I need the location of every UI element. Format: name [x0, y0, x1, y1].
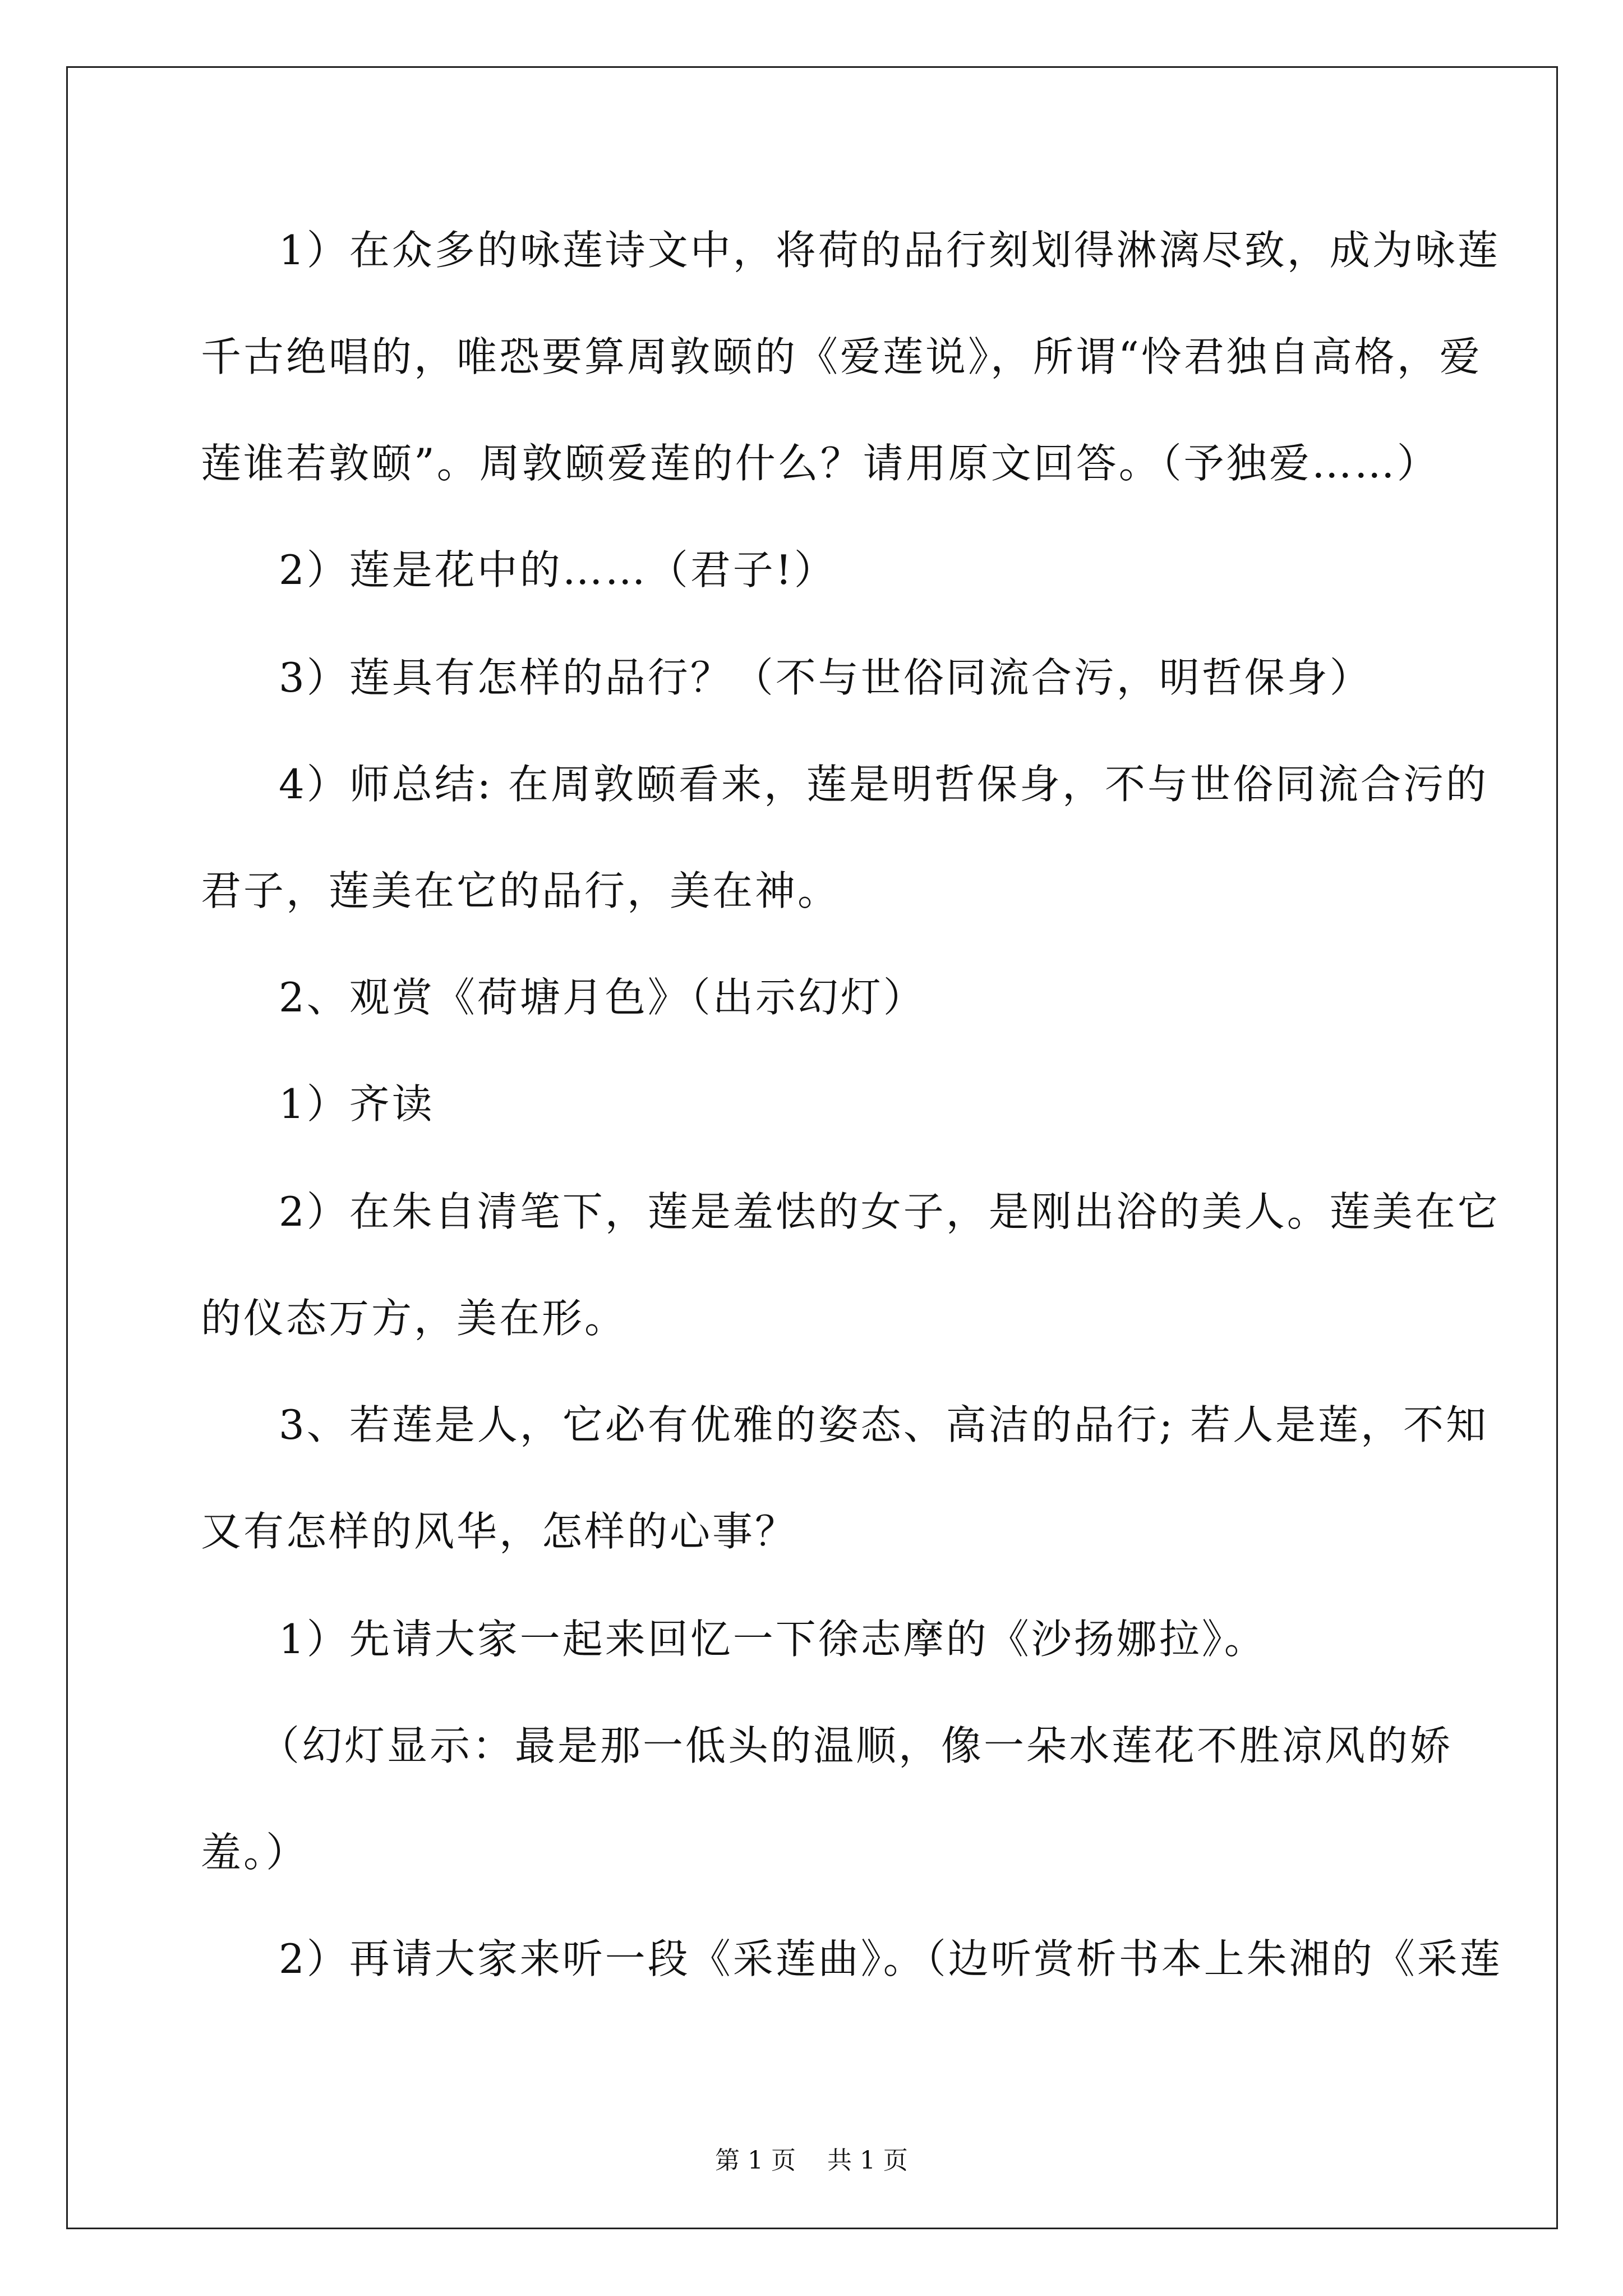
text-line-14: 1）先请大家一起来回忆一下徐志摩的《沙扬娜拉》。	[279, 1616, 1267, 1663]
text-line-8: 2、观赏《荷塘月色》（出示幻灯）	[279, 974, 926, 1021]
text-line-3: 莲谁若敦颐”。周敦颐爱莲的什么？请用原文回答。（予独爱……）	[201, 440, 1440, 487]
text-line-1: 1）在众多的咏莲诗文中，将荷的品行刻划得淋漓尽致，成为咏莲	[279, 227, 1500, 274]
text-line-12: 3、若莲是人，它必有优雅的姿态、高洁的品行; 若人是莲，不知	[279, 1401, 1488, 1448]
text-line-16: 羞。）	[201, 1829, 309, 1876]
text-line-6: 4）师总结: 在周敦颐看来，莲是明哲保身，不与世俗同流合污的	[279, 761, 1488, 808]
text-line-2: 千古绝唱的，唯恐要算周敦颐的《爱莲说》，所谓“怜君独自高格，爱	[201, 333, 1482, 380]
text-line-17: 2）再请大家来听一段《采莲曲》。（边听赏析书本上朱湘的《采莲	[279, 1935, 1502, 1982]
text-line-5: 3）莲具有怎样的品行？（不与世俗同流合污，明哲保身）	[279, 654, 1372, 701]
text-line-13: 又有怎样的风华，怎样的心事？	[201, 1508, 798, 1555]
page-border	[66, 66, 1558, 2229]
text-line-9: 1）齐读	[279, 1080, 435, 1128]
page-footer: 第 1 页 共 1 页	[715, 2146, 908, 2175]
text-line-11: 的仪态万方，美在形。	[201, 1295, 628, 1342]
text-line-15: （幻灯显示：最是那一低头的温顺，像一朵水莲花不胜凉风的娇	[259, 1722, 1453, 1769]
text-line-10: 2）在朱自清笔下，莲是羞怯的女子，是刚出浴的美人。莲美在它	[279, 1188, 1500, 1235]
text-line-4: 2）莲是花中的……（君子!）	[279, 546, 837, 593]
text-line-7: 君子，莲美在它的品行，美在神。	[201, 867, 841, 914]
